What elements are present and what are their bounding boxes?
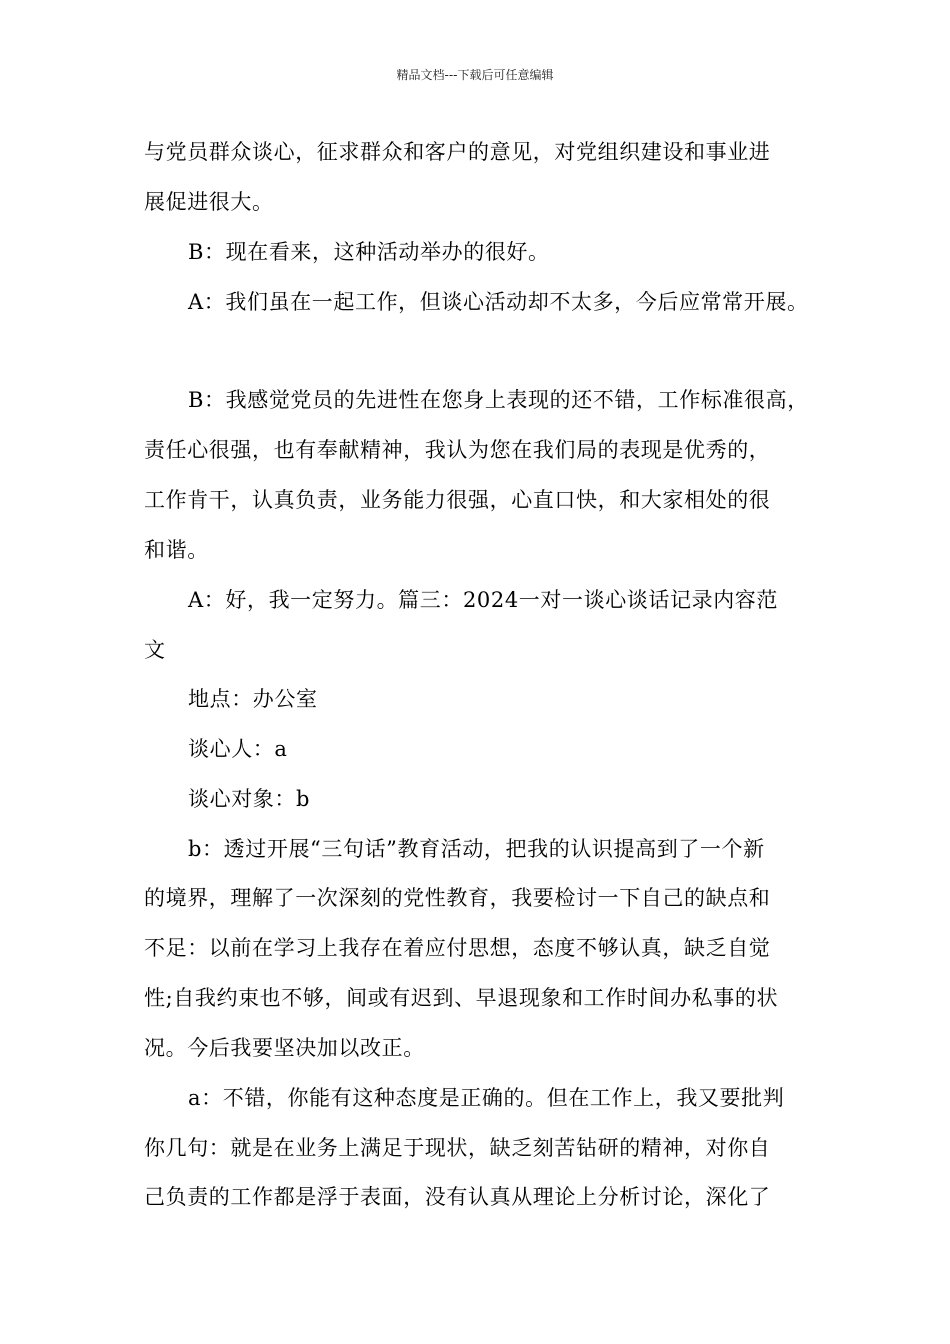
text-line: 工作肯干，认真负责，业务能力很强，心直口快，和大家相处的很 — [144, 488, 771, 512]
text-line: a：不错，你能有这种态度是正确的。但在工作上，我又要批判 — [188, 1086, 785, 1110]
text-line: 性;自我约束也不够，间或有迟到、早退现象和工作时间办私事的状 — [144, 986, 779, 1010]
text-line: 不足：以前在学习上我存在着应付思想，态度不够认真，缺乏自觉 — [144, 936, 771, 960]
text-line: 谈心人：a — [188, 737, 288, 761]
text-line: 文 — [144, 638, 166, 662]
text-line: 的境界，理解了一次深刻的党性教育，我要检讨一下自己的缺点和 — [144, 886, 771, 910]
text-line: 你几句：就是在业务上满足于现状，缺乏刻苦钻研的精神，对你自 — [144, 1136, 771, 1160]
text-line: B：我感觉党员的先进性在您身上表现的还不错，工作标准很高， — [188, 388, 809, 412]
text-line: b：透过开展“三句话”教育活动，把我的认识提高到了一个新 — [188, 837, 765, 861]
text-line: 与党员群众谈心，征求群众和客户的意见，对党组织建设和事业进 — [144, 140, 771, 164]
text-line: A：好，我一定努力。篇三：2024一对一谈心谈话记录内容范 — [188, 588, 779, 612]
text-line: 和谐。 — [144, 538, 209, 562]
text-line: A：我们虽在一起工作，但谈心活动却不太多，今后应常常开展。 — [188, 290, 809, 314]
page-header: 精品文档---下载后可任意编辑 — [396, 68, 554, 82]
text-line: 谈心对象：b — [188, 787, 311, 811]
text-line: 况。今后我要坚决加以改正。 — [144, 1036, 425, 1060]
text-line: 地点：办公室 — [188, 687, 318, 711]
text-line: 责任心很强，也有奉献精神，我认为您在我们局的表现是优秀的， — [144, 438, 771, 462]
text-line: 展促进很大。 — [144, 190, 274, 214]
text-line: B：现在看来，这种活动举办的很好。 — [188, 240, 550, 264]
text-line: 己负责的工作都是浮于表面，没有认真从理论上分析讨论，深化了 — [144, 1185, 771, 1209]
